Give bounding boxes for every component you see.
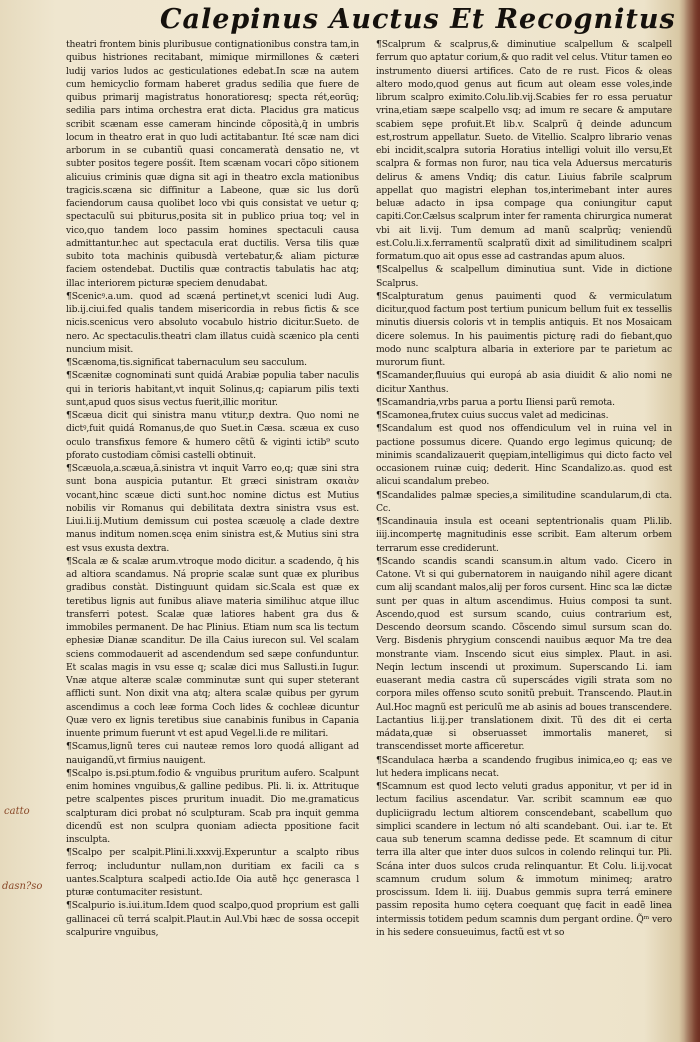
running-title: Calepinus Auctus Et Recognitus — [160, 4, 676, 35]
left-column — [66, 38, 359, 939]
dictionary-entry: ¶Scalpo is.psi.ptum.fodio & vnguibus pruritum aufero. Scalpunt enim homines vnguibus,& galline pedibus. Pli. li. ix. Attrituque petre scalpentes pisces pruritum inuadit. Dio me.gramaticus scalpturam dici probat nó sculpturam. Scab pra inquit gemma dicendũ est non sculpra quoniam adiecta ppositione facit insculpta. — [66, 767, 359, 845]
dictionary-entry: ¶Scandalum est quod nos offendiculum vel in ruina vel in pactione possumus dicere. Quando ergo legimus quicunq; de minimis scandalizauerit quępiam,intelligimus qui dicto facto vel occasionem ruinæ cuiq; dederit. Hinc Scandalizo.as. quod est alicui scandalum prebeo. — [376, 423, 672, 488]
dictionary-entry: ¶Scalpo per scalpit.Plini.li.xxxvij.Experuntur a scalpto ribus ferroq; includuntur nullam,non duritiam ex facili ca s uantes.Scalptura scalpedi actio.Ide Oia autẽ hçc generasca l pturæ contumaciter resistunt. — [66, 847, 359, 898]
dictionary-entry: ¶Scalpurio is.iui.itum.Idem quod scalpo,quod proprium est galli gallinacei cũ terrá scalpit.Plaut.in Aul.Vbi hæc de sossa occepit scalpurire vnguibus, — [66, 900, 359, 938]
margin-note: catto — [4, 806, 30, 817]
dictionary-entry: ¶Scandulaca hærba a scandendo frugibus inimica,eo q; eas ve lut hedera implicans necat. — [376, 754, 672, 779]
dictionary-entry: ¶Scala æ & scalæ arum.vtroque modo dicitur. a scadendo, q̄ his ad altiora scandamus. Ná proprie scalæ sunt quæ ex pluribus gradibus constàt. Distinguunt quidam sic.Scala est quæ ex teretibus lignis aut funibus aliave materia similihuc atque illuc transferri potest. Scalæ quæ latiores habent gra dus & immobiles permanent. De hac Plinius. Etiam num sca lis tectum ephesiæ Dianæ scanditur. De illa Caius iurecon sul. Vel scalam sciens commodauerit ad ascendendum sed sæpe confunduntur. Et scalas magis in vsu esse q; scalæ dici mus Sallusti.in Iugur. Vnæ atque alteræ scalæ comminutæ sunt qui super steterant afflicti sunt. Non dixit vna atq; altera scalæ quibus per gyrum ascendimus a coch leæ forma Coch lides & cochleæ dicuntur Quæ vero ex lignis teretibus siue canabinis funibus in Capania inuente primum fuerunt vt est apud Vegel.li.de re militari. — [66, 555, 359, 739]
dictionary-entry: ¶Scamnum est quod lecto veluti gradus apponitur, vt per id in lectum facilius ascendatur. Var. scribit scamnum eæ quo dupliciigradu lectum altiorem conscendebant, scabellum quo simplici scandere in lectum nó alti scandebant. Oui. i.ar te. Et caua sub tenerum scamna dedisse pede. Et scamnum di citur terra illa alter que inter duos sulcos in colendo relinqui tur. Pli. Scána inter duos sulcos cruda relinquantur. Et Colu. li.ij.vocat scamnum crudum solum & immotum minimeq; aratro proscissum. Idem li. iiij. Duabus gemmis supra terrá eminere passim reposita humo cętera coequant quę facit in eadẽ linea intermissis totidem pedum scamnis dum pergant ordine. Q̃ᵐ vero in his sedere consueuimus, factũ est vt so — [376, 781, 672, 938]
dictionary-entry: ¶Scænoma,tis.significat tabernaculum seu sacculum. — [66, 357, 307, 368]
dictionary-entry: ¶Scæuola,a.scæua,ā.sinistra vt inquit Varro eo,q; quæ sini stra sunt bona auspicia putantur. Et græci sinistram σκαιὰν vocant,hinc scæue dicti sunt.hoc nomine dictus est Mutius nobilis vir Romanus qui debilitata dextra sinistra vsus est. Liui.li.ij.Mutium demissum cui postea scæuolę a clade dextre manus inditum nomen.scęa enim sinistra est,& Mutius sini stra est vsus exusta dextra. — [66, 463, 359, 554]
dictionary-entry: ¶Scandinauia insula est oceani septentrionalis quam Pli.lib. iiij.incompertę magnitudinis esse scribit. Eam alterum orbem terrarum esse crediderunt. — [376, 516, 672, 554]
right-column — [376, 38, 672, 939]
dictionary-entry: ¶Scamus,lignũ teres cui nauteæ remos loro quodá alligant ad nauigandũ,vt firmius nauigent. — [66, 741, 359, 766]
dictionary-entry: ¶Scæua dicit qui sinistra manu vtitur,p dextra. Quo nomi ne dictꝰ,fuit quidá Romanus,de quo Suet.in Cæsa. scæua ex cuso oculo transfixus femore & humero cẽtũ & viginti ictib⁹ scuto pforato custodiam cõmisi castelli obtinuit. — [66, 410, 359, 461]
page-edge-shadow — [684, 0, 700, 1042]
dictionary-entry: theatri frontem binis pluribusue contignationibus constra tam,in quibus histriones recitabant, mimique mirmillones & cæteri ludij varios ludos ac gesticulationes edebat.In scæ na autem cum hemicyclio formam haberet gradus sedilia que fuere de quibus primarij magistratus honoratioresq; specta rét,eorüq; sedilia pars intima orchestra erat dicta. Placidus gra maticus scribit scænam esse cameram hincinde cõposità,q̄ in umbris locum in theatro erat in quo ludi actitabantur. Ité scæ nam dici arborum in se cubantiũ quasi concameratà densatio ne, vt subter positos tegere posśit. Item scænam vocari cõpo sitionem alicuius criminis quæ digna sit agi in theatro excla mationibus tragicis.scæna sic diffinitur a Labeone, quæ sic lus dorũ faciendorum causa quolibet loco vbi quis consistat ve uetur q; spectaculũ sui pbiturus,posita sit in publico priua toq; vel in vico,quo tandem loco passim homines spectaculi causa admittantur.hec aut spectacula erat ductilis. Versa tilis quæ subito tota machinis quibusdà vertebatur,& aliam picturæ faciem ostendebat. Ductilis quæ contractis tabulatis hac atq; illac interiorem picturæ speciem denudabat. — [66, 39, 359, 289]
dictionary-entry: ¶Scamander,fluuius qui europá ab asia diuidit & alio nomi ne dicitur Xanthus. — [376, 370, 672, 395]
margin-note: dasn?so — [2, 881, 43, 892]
dictionary-entry: ¶Scandalides palmæ species,a similitudine scandularum,di cta. Cc. — [376, 489, 672, 514]
dictionary-entry: ¶Scalpturatum genus pauimenti quod & vermiculatum dicitur,quod factum post tertium punicum bellum fuit ex tessellis minutis diuersis coloris vt in templis antiquis. Et nos Mosaicam dicere solemus. In his pauimentis picturę radi do fiebant,quo modo nunc scalptura albaria in exteriore par te parietum ac murorum fiunt. — [376, 290, 672, 368]
dictionary-entry: ¶Scenicꝰ.a.um. quod ad scæná pertinet,vt scenici ludi Aug. lib.ij.ciui.fed qualis tandem misericordia in rebus fictis & sce nicis.scenicus vero absoluto vocabulo histrio dicitur.Sueto. de nero. Ac spectaculis.theatri clam illatus cuidà scænico pla centi nuncium misit. — [66, 290, 359, 355]
dictionary-entry: ¶Scalpellus & scalpellum diminutiua sunt. Vide in dictione Scalprus. — [376, 264, 672, 289]
dictionary-entry: ¶Scænitæ cognominati sunt quidá Arabiæ populia taber naculis qui in terioris habitant,vt inquit Solinus,q; capiarum pilis texti sunt,apud quos sisus vectus fuerit,illic moritur. — [66, 370, 359, 408]
dictionary-entry: ¶Scando scandis scandi scansum.in altum vado. Cicero in Catone. Vt si qui gubernatorem in nauigando nihil agere dicant cum alij scandant malos,alij per foros cursent. Hinc sca læ dictæ sunt per quas in altum ascendimus. Huius composi ta sunt. Ascendo,quod est sursum scando, cuius contrarium est, Descendo deorsum scando. Cõscendo simul sursum scan do. Verg. Bisdenis phrygium conscendi nauibus æquor Ma tre dea monstrante viam. Inscendo sicut eius simplex. Plaut. in asi. Neqin lectum inscendi ut proximum. Superscando Li. iam euaserant media castra cũ superscádes vigili strata som no corpora miles offenso scuto sonitũ prebuit. Transcendo. Plaut.in Aul.Hoc magnũ est periculũ me ab asinis ad boues transcendere. Lactantius li.ij.per translationem dixit. Tũ des dit ei certa mádata,quæ si obseruasset immortalis maneret, si transcendisset morte afficeretur. — [376, 555, 672, 753]
dictionary-entry: ¶Scalprum & scalprus,& diminutiue scalpellum & scalpell ferrum quo aptatur corium,& quo radit vel celus. Vtitur tamen eo instrumento diuersi artifices. Cato de re rust. Ficos & oleas altero modo,quod genus aut ficum aut oleam esse voles,inde librum scalpro eximito.Colu.lib.vij.Scabies fer ro essa peruatur vrina,etiam sæpe scalpello vsq; ad imum re secare & amputare scabiem sępe profuit.Et lib.v. Scalprũ q̄ deinde aduncum est,rostrum appellatur. Sueto. de Vitellio. Scalpro librario venas ebi incidit,scalpra sutoria Horatius intelligi voluit illo versu,Et scalpra & formas non furor, nau tica vela Aduersus mercaturis delirus & amens Vndiq; dis catur. Liuius fabrile scalprum appellat quo magistri elephan tos,interimebant inter aures beluæ adacto in ipsa compage qua coniungitur caput capiti.Cor.Cælsus scalprum inter fer ramenta chirurgica numerat vbi ait li.vij. Tum demum ad manũ scalprũq; veniendũ est.Colu.li.x.ferramentũ scalpratũ dixit ad similitudinem scalpri formatum.quo ait opus esse ad castrandas apum aluos. — [376, 39, 672, 262]
dictionary-entry: ¶Scamonea,frutex cuius succus valet ad medicinas. — [376, 410, 609, 421]
dictionary-entry: ¶Scamandria,vrbs parua a portu Iliensi parũ remota. — [376, 396, 615, 408]
